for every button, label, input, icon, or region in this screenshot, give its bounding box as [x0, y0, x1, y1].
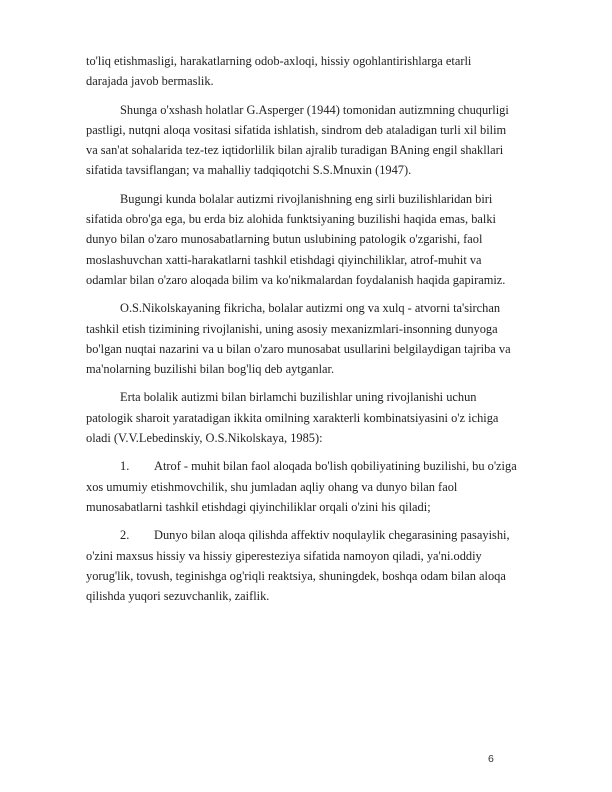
paragraph-modern-view: [86, 189, 568, 290]
text-line: dunyo bilan o'zaro munosabatlarning butun uslubining patologik o'zgarishi, faol: [86, 232, 483, 247]
list-number: 1.: [120, 459, 130, 474]
text-line: o'zini maxsus hissiy va hissiy giperesteziya sifatida namoyon qiladi, ya'ni.oddiy: [86, 548, 482, 563]
list-number: 2.: [120, 528, 130, 543]
text-line: Bugungi kunda bolalar autizmi rivojlanishning eng sirli buzilishlaridan biri: [120, 191, 493, 206]
text-line: patologik sharoit yaratadigan ikkita omilning xarakterli kombinatsiyasini o'z ichiga: [86, 410, 499, 425]
text-line: tashkil etish tizimining rivojlanishi, uning asosiy mexanizmlari-insonning dunyoga: [86, 321, 498, 336]
text-line: munosabatlarni tashkil etishdagi qiyinchiliklar orqali o'zini his qiladi;: [86, 499, 431, 514]
text-line: qilishda yuqori sezuvchanlik, zaiflik.: [86, 589, 270, 604]
text-line: Erta bolalik autizmi bilan birlamchi buzilishlar uning rivojlanishi uchun: [120, 390, 477, 405]
list-item: [86, 456, 568, 517]
page-number: 6: [488, 753, 494, 765]
paragraph-continuation: [86, 51, 568, 92]
text-line: O.S.Nikolskayaning fikricha, bolalar autizmi ong va xulq - atvorni ta'sirchan: [120, 301, 501, 316]
text-line: bo'lgan nuqtai nazarini va u bilan o'zaro munosabat usullarini belgilaydigan tajriba va: [86, 341, 511, 356]
paragraph-asperger: [86, 100, 568, 181]
text-line: odamlar bilan o'zaro aloqada bilim va ko'nikmalardan foydalanish haqida gapiramiz.: [86, 272, 506, 287]
text-line: to'liq etishmasligi, harakatlarning odob-axloqi, hissiy ogohlantirishlarga etarli: [86, 54, 472, 68]
text-line: [86, 456, 568, 476]
text-line: moslashuvchan xatti-harakatlarni tashkil etishdagi qiyinchiliklar, atrof-muhit va: [86, 252, 482, 267]
text-line: oladi (V.V.Lebedinskiy, O.S.Nikolskaya, 1985):: [86, 431, 323, 446]
text-line: yorug'lik, tovush, teginishga og'riqli reaktsiya, shuningdek, boshqa odam bilan aloqa: [86, 568, 506, 583]
paragraph-nikolskaya: [86, 298, 568, 379]
list-item: [86, 525, 568, 606]
page-body: [86, 51, 568, 614]
text-line: xos umumiy etishmovchilik, shu jumladan aqliy ohang va dunyo bilan faol: [86, 479, 458, 494]
text-line: pastligi, nutqni aloqa vositasi sifatida ishlatish, sindrom deb ataladigan turli xil bilim: [86, 122, 507, 137]
text-line: Shunga o'xshash holatlar G.Asperger (1944) tomonidan autizmning chuqurligi: [120, 102, 509, 117]
list-item-text: Atrof - muhit bilan faol aloqada bo'lish qobiliyatining buzilishi, bu o'ziga: [154, 459, 517, 474]
paragraph-primary-disorders: [86, 387, 568, 448]
text-line: [86, 525, 568, 545]
text-line: sifatida obro'ga ega, bu erda biz alohida funktsiyaning buzilishi haqida emas, balki: [86, 212, 496, 227]
text-line: va san'at sohalarida tez-tez iqtidorlilik bilan ajralib turadigan BAning engil shakllari: [86, 143, 504, 158]
text-line: darajada javob bermaslik.: [86, 74, 214, 89]
text-line: ma'nolarning buzilishi bilan bog'liq deb aytganlar.: [86, 362, 335, 377]
text-line: sifatida tavsiflangan; va mahalliy tadqiqotchi S.S.Mnuxin (1947).: [86, 163, 412, 178]
list-item-text: Dunyo bilan aloqa qilishda affektiv noqulaylik chegarasining pasayishi,: [154, 528, 510, 543]
